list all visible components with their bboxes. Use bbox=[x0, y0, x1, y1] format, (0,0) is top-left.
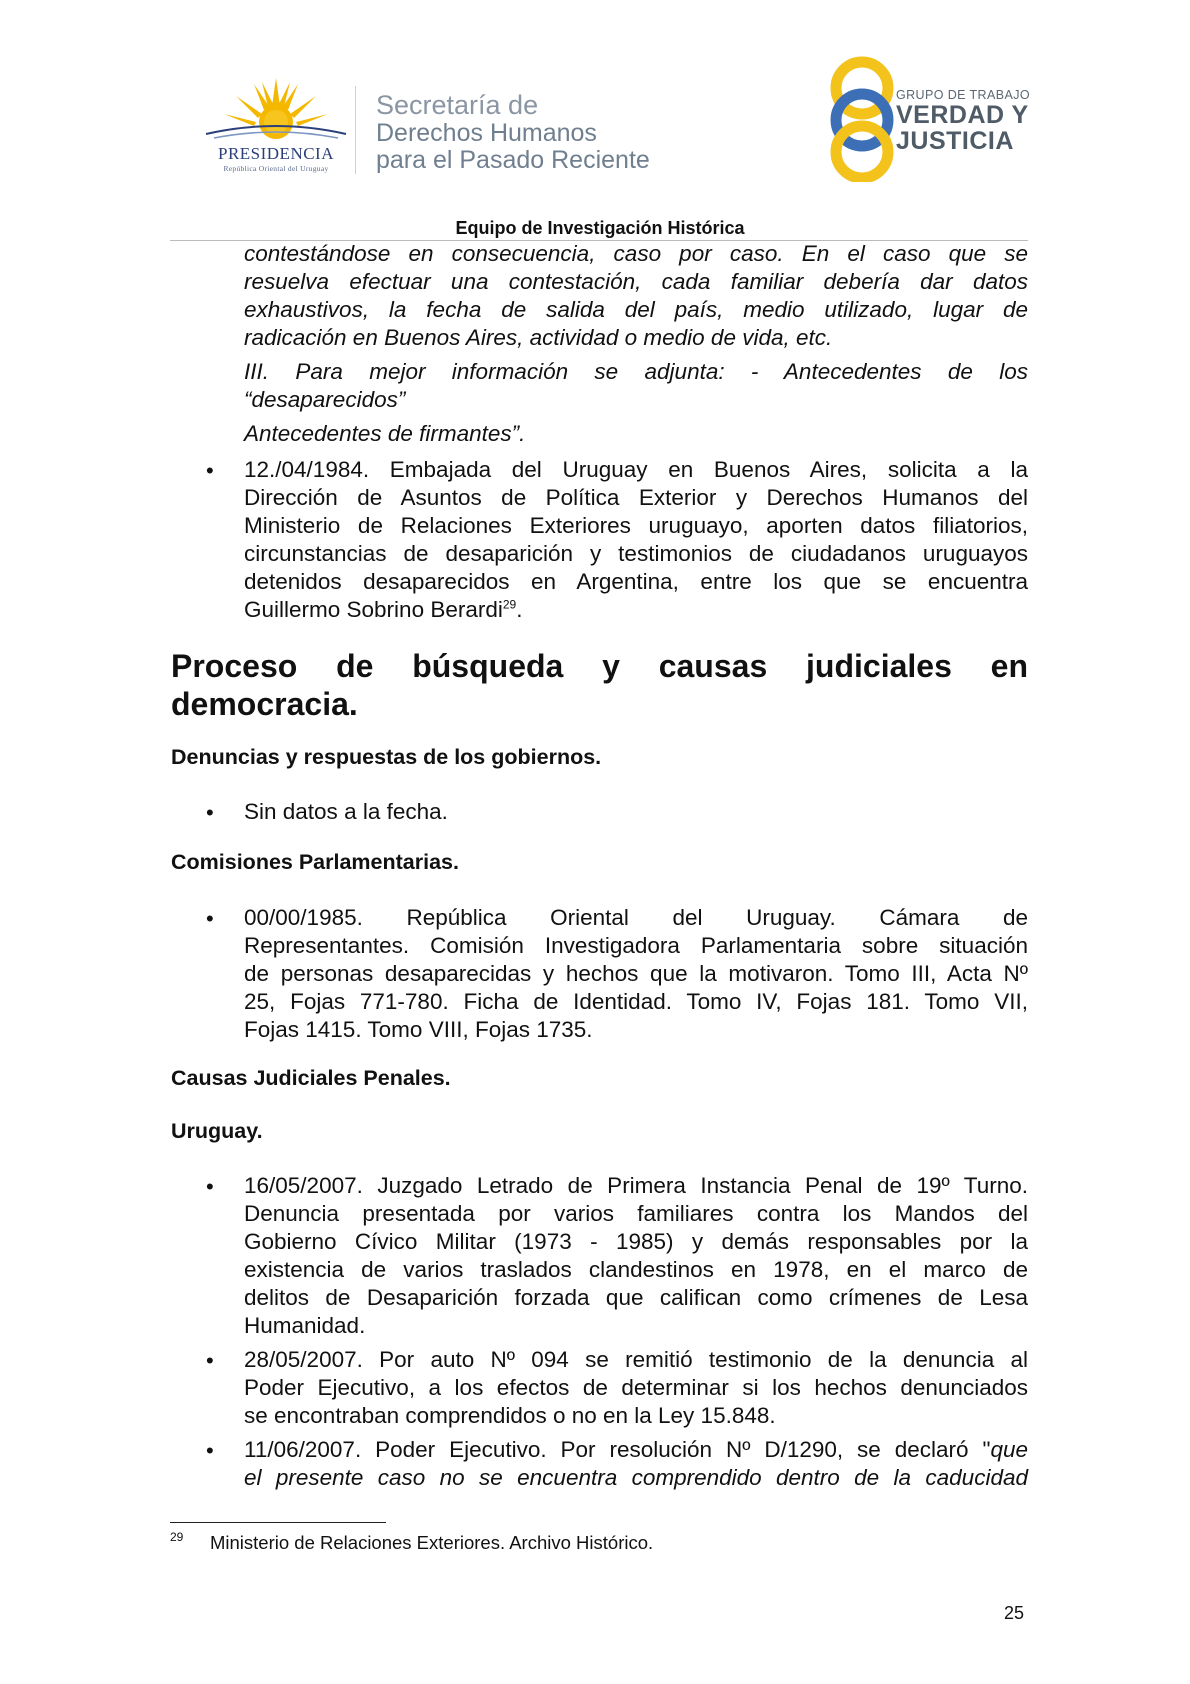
grupo-line-1: GRUPO DE TRABAJO bbox=[896, 88, 1030, 102]
secretaria-line-1: Secretaría de bbox=[376, 90, 539, 120]
bullet-2007-resolucion bbox=[244, 1436, 1028, 1492]
bullet-line: delitos de Desaparición forzada que califican como crímenes de Lesa bbox=[244, 1285, 1028, 1310]
quote-line: radicación en Buenos Aires, actividad o medio de vida, etc. bbox=[244, 325, 833, 350]
quote-antecedentes: Antecedentes de firmantes”. bbox=[244, 421, 526, 446]
bullet-dot: • bbox=[206, 1438, 214, 1463]
bullet-dot: • bbox=[206, 1174, 214, 1199]
bullet-line: Dirección de Asuntos de Política Exterior y Derechos Humanos del bbox=[244, 485, 1028, 510]
secretaria-line-3: para el Pasado Reciente bbox=[376, 146, 650, 174]
subheading-comisiones: Comisiones Parlamentarias. bbox=[171, 850, 459, 874]
quote-iii bbox=[244, 358, 1028, 414]
grupo-line-2: VERDAD Y bbox=[896, 101, 1029, 129]
bullet-2007-denuncia bbox=[244, 1172, 1028, 1340]
bullet-line: detenidos desaparecidos en Argentina, entre los que se encuentra bbox=[244, 569, 1028, 594]
bullet-line: Gobierno Cívico Militar (1973 - 1985) y demás responsables por la bbox=[244, 1229, 1028, 1254]
bullet-line: Representantes. Comisión Investigadora Parlamentaria sobre situación bbox=[244, 933, 1028, 958]
bullet-text-end: . bbox=[516, 597, 523, 622]
bullet-sin-datos: Sin datos a la fecha. bbox=[244, 799, 448, 824]
bullet-line: existencia de varios traslados clandestinos en 1978, en el marco de bbox=[244, 1257, 1028, 1282]
bullet-text-italic: que bbox=[990, 1437, 1028, 1462]
secretaria-line-2: Derechos Humanos bbox=[376, 119, 597, 147]
quote-line: contestándose en consecuencia, caso por caso. En el caso que se bbox=[244, 241, 1028, 266]
bullet-line bbox=[244, 1436, 1028, 1464]
bullet-1984 bbox=[244, 456, 1028, 624]
footnote-number: 29 bbox=[170, 1530, 184, 1544]
bullet-line: circunstancias de desaparición y testimonios de ciudadanos uruguayos bbox=[244, 541, 1028, 566]
section-heading-line-2: democracia. bbox=[171, 686, 358, 722]
bullet-line: Ministerio de Relaciones Exteriores uruguayo, aporten datos filiatorios, bbox=[244, 513, 1028, 538]
footnote-text: Ministerio de Relaciones Exteriores. Archivo Histórico. bbox=[210, 1532, 654, 1553]
bullet-line: de personas desaparecidas y hechos que la motivaron. Tomo III, Acta Nº bbox=[244, 961, 1028, 986]
quote-line: exhaustivos, la fecha de salida del país, medio utilizado, lugar de bbox=[244, 297, 1028, 322]
page-number: 25 bbox=[1004, 1603, 1025, 1623]
subheading-causas: Causas Judiciales Penales. bbox=[171, 1066, 451, 1090]
quote-iii-line: “desaparecidos” bbox=[244, 387, 406, 412]
bullet-2007-auto bbox=[244, 1346, 1028, 1430]
sun-emblem-icon bbox=[196, 76, 356, 146]
bullet-dot: • bbox=[206, 1348, 214, 1373]
subheading-uruguay: Uruguay. bbox=[171, 1119, 263, 1143]
footnote-rule bbox=[170, 1522, 386, 1523]
bullet-text: Guillermo Sobrino Berardi bbox=[244, 597, 503, 622]
bullet-line-last bbox=[244, 596, 1028, 624]
footnote-ref-29[interactable]: 29 bbox=[502, 597, 517, 612]
bullet-line: 12./04/1984. Embajada del Uruguay en Buenos Aires, solicita a la bbox=[244, 457, 1028, 482]
presidencia-subtitle: República Oriental del Uruguay bbox=[223, 164, 329, 173]
bullet-line: 25, Fojas 771-780. Ficha de Identidad. Tomo IV, Fojas 181. Tomo VII, bbox=[244, 989, 1028, 1014]
bullet-line: 16/05/2007. Juzgado Letrado de Primera Instancia Penal de 19º Turno. bbox=[244, 1173, 1028, 1198]
bullet-line-last: Humanidad. bbox=[244, 1313, 366, 1338]
bullet-dot: • bbox=[206, 458, 214, 483]
bullet-text: 11/06/2007. Poder Ejecutivo. Por resolución Nº D/1290, se declaró " bbox=[244, 1437, 991, 1462]
quote-continuation bbox=[244, 240, 1028, 352]
quote-iii-line: III. Para mejor información se adjunta: - Antecedentes de los bbox=[244, 359, 1028, 384]
bullet-dot: • bbox=[206, 800, 214, 825]
bullet-line-last: se encontraban comprendidos o no en la Ley 15.848. bbox=[244, 1403, 776, 1428]
bullet-line: Denuncia presentada por varios familiares contra los Mandos del bbox=[244, 1201, 1028, 1226]
presidencia-name: PRESIDENCIA bbox=[217, 144, 334, 163]
grupo-trabajo-title bbox=[896, 88, 1030, 154]
grupo-line-3: JUSTICIA bbox=[896, 127, 1014, 155]
section-heading-line-1: Proceso de búsqueda y causas judiciales en bbox=[171, 648, 1028, 684]
bullet-line-last: Fojas 1415. Tomo VIII, Fojas 1735. bbox=[244, 1017, 593, 1042]
bullet-comision bbox=[244, 904, 1028, 1044]
bullet-line: 00/00/1985. República Oriental del Uruguay. Cámara de bbox=[244, 905, 1028, 930]
bullet-line: Poder Ejecutivo, a los efectos de determinar si los hechos denunciados bbox=[244, 1375, 1028, 1400]
secretaria-title bbox=[376, 90, 650, 174]
bullet-line: el presente caso no se encuentra comprendido dentro de la caducidad bbox=[244, 1465, 1028, 1490]
bullet-line: 28/05/2007. Por auto Nº 094 se remitió testimonio de la denuncia al bbox=[244, 1347, 1028, 1372]
bullet-dot: • bbox=[206, 906, 214, 931]
section-heading bbox=[171, 647, 1028, 723]
team-title: Equipo de Investigación Histórica bbox=[455, 218, 745, 238]
quote-line: resuelva efectuar una contestación, cada familiar debería dar datos bbox=[244, 269, 1028, 294]
header-divider bbox=[355, 86, 356, 174]
subheading-denuncias: Denuncias y respuestas de los gobiernos. bbox=[171, 745, 602, 769]
